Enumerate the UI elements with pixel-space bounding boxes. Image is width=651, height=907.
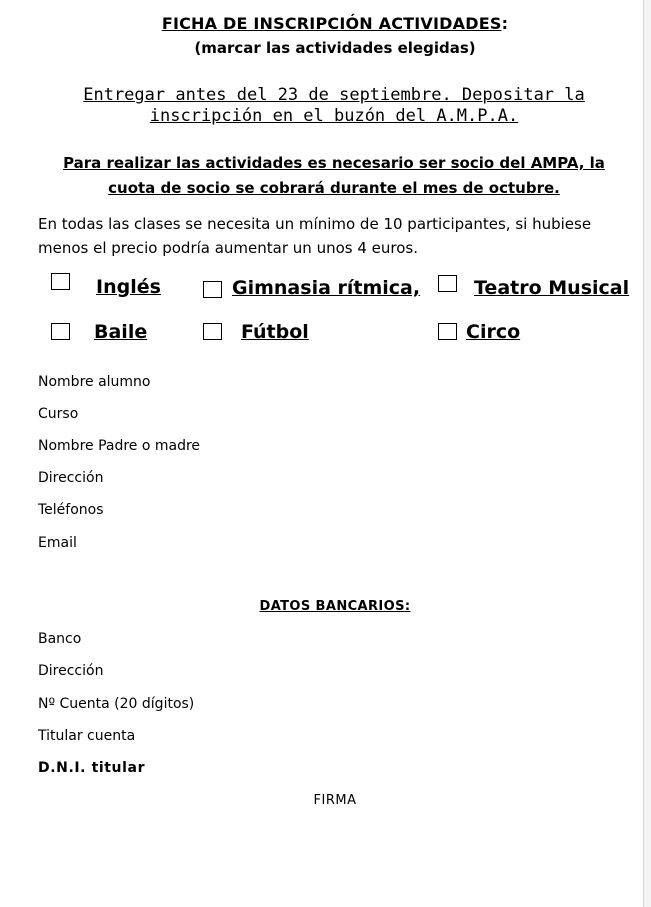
field-student-name[interactable]: Nombre alumno: [38, 374, 151, 390]
form-title: FICHA DE INSCRIPCIÓN ACTIVIDADES:: [161, 14, 509, 33]
checkbox-baile[interactable]: [51, 323, 70, 340]
field-phones[interactable]: Teléfonos: [38, 502, 104, 518]
signature-label: FIRMA: [313, 793, 357, 808]
checkbox-circo[interactable]: [438, 323, 457, 340]
field-course[interactable]: Curso: [38, 406, 79, 422]
field-email[interactable]: Email: [38, 535, 77, 551]
checkbox-teatro[interactable]: [438, 275, 457, 292]
minimum-participants-notice: En todas las clases se necesita un mínimo de 10 participantes, si hubiese menos el precio podría aumentar un unos 4 euros.: [38, 215, 592, 257]
form-subtitle: (marcar las actividades elegidas): [194, 39, 476, 57]
membership-notice: Para realizar las actividades es necesario ser socio del AMPA, la cuota de socio se cobrará durante el mes de octubre.: [63, 154, 605, 197]
field-bank-address[interactable]: Dirección: [38, 663, 104, 679]
activity-label: Teatro Musical: [474, 277, 630, 299]
activity-label: Baile: [94, 321, 148, 343]
activity-label: Gimnasia rítmica,: [232, 277, 421, 299]
activity-teatro: [438, 274, 629, 299]
activity-label: Circo: [466, 321, 521, 343]
activity-futbol: [203, 320, 309, 343]
field-address[interactable]: Dirección: [38, 470, 104, 486]
activity-label: Inglés: [96, 276, 161, 298]
activity-baile: [51, 320, 147, 343]
checkbox-ingles[interactable]: [51, 273, 70, 290]
bank-section-title: DATOS BANCARIOS:: [259, 599, 411, 614]
activity-label: Fútbol: [241, 321, 309, 343]
checkbox-futbol[interactable]: [203, 323, 222, 340]
field-bank-name[interactable]: Banco: [38, 631, 82, 647]
activity-ingles: [51, 273, 161, 298]
field-account-holder[interactable]: Titular cuenta: [38, 728, 136, 744]
activity-circo: [438, 320, 520, 343]
checkbox-gimnasia[interactable]: [203, 281, 222, 298]
field-account-number[interactable]: Nº Cuenta (20 dígitos): [38, 696, 195, 712]
field-holder-dni[interactable]: D.N.I. titular: [38, 760, 146, 776]
activity-gimnasia: [203, 277, 421, 299]
page-edge: [644, 0, 651, 907]
field-parent-name[interactable]: Nombre Padre o madre: [38, 438, 201, 454]
deliver-instructions: Entregar antes del 23 de septiembre. Depositar la inscripción en el buzón del A.M.P.A.: [83, 85, 585, 126]
